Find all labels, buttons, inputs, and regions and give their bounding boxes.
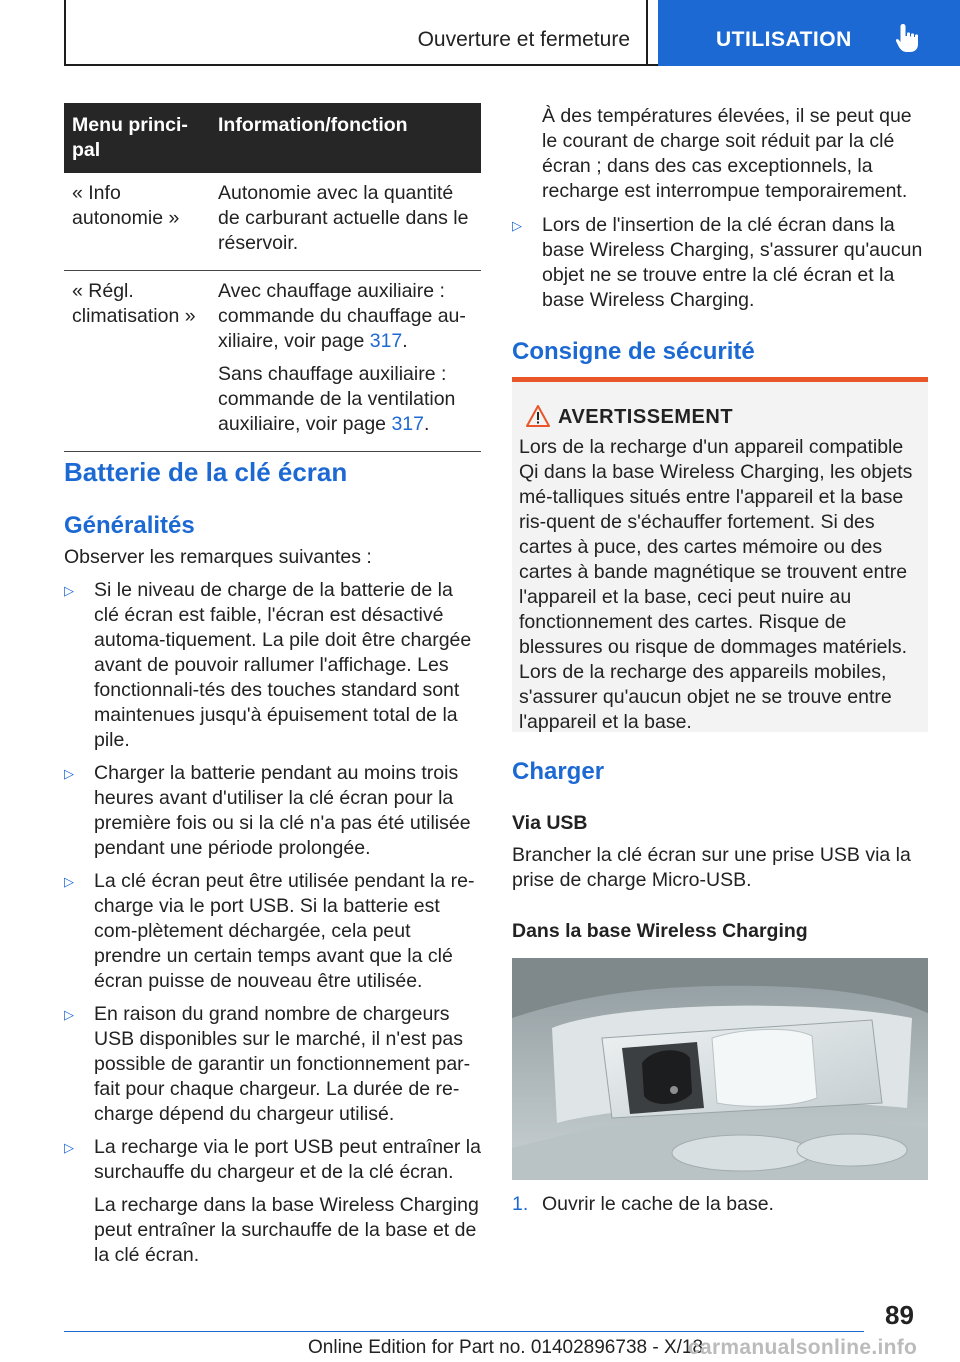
watermark: carmanualsonline.info	[688, 1336, 918, 1359]
header-chapter-title: UTILISATION	[716, 28, 852, 51]
table-header-menu: Menu princi-pal	[64, 103, 210, 173]
menu-table	[64, 103, 481, 452]
hand-pointer-icon	[894, 22, 924, 54]
continued-paragraph: À des températures élevées, il se peut que le courant de charge soit réduit par la clé écran ; dans des cas exceptionnels, la recharge est interrompue temporairement.	[542, 105, 912, 202]
page-number: 89	[885, 1300, 914, 1330]
section-title-safety: Consigne de sécurité	[512, 338, 755, 365]
subsection-title-general: Généralités	[64, 512, 195, 539]
list-item-text: La recharge dans la base Wireless Charging peut entraîner la surchauffe de la base et de la clé écran.	[94, 1194, 479, 1266]
table-row	[64, 271, 481, 452]
header-section-title: Ouverture et fermeture	[417, 28, 630, 51]
table-cell-text: Autonomie avec la quantité de carburant actuelle dans le réservoir.	[218, 182, 469, 254]
right-bullet-list	[512, 213, 932, 321]
triangle-bullet-icon: ▷	[64, 583, 74, 598]
footer-edition: Online Edition for Part no. 01402896738 - X/18	[308, 1337, 704, 1358]
page-link[interactable]: 317	[369, 330, 403, 352]
list-item	[64, 1002, 481, 1127]
warning-triangle-icon	[526, 405, 550, 427]
table-row	[64, 173, 481, 271]
table-cell-text-a: Avec chauffage auxiliaire : commande du chauffage au-xiliaire, voir page	[218, 280, 466, 352]
table-cell-text: Sans chauffage auxiliaire : commande de la ventilation auxiliaire, voir page 317.	[218, 363, 456, 435]
list-item	[64, 578, 481, 753]
usb-heading: Via USB	[512, 812, 588, 834]
section-title-battery: Batterie de la clé écran	[64, 457, 348, 487]
table-cell-menu: « Régl. climatisation »	[64, 271, 210, 452]
battery-bullet-list	[64, 578, 481, 1276]
section-title-charger: Charger	[512, 758, 605, 785]
list-item-text: En raison du grand nombre de chargeurs USB disponibles sur le marché, il n'est pas possible de garantir un fonctionnement par-fait pour chaque chargeur. La durée de re-charge dépend du chargeur utilisé.	[94, 1003, 471, 1125]
table-header-info: Information/fonction	[210, 103, 481, 173]
step-text: Ouvrir le cache de la base.	[542, 1193, 774, 1215]
triangle-bullet-icon: ▷	[512, 218, 522, 233]
list-item-text: Charger la batterie pendant au moins trois heures avant d'utiliser la clé écran pour la première fois ou si la clé n'a pas été utilisée pendant une période prolongée.	[94, 762, 471, 859]
charging-base-photo	[512, 958, 928, 1180]
list-item-text: Si le niveau de charge de la batterie de la clé écran est faible, l'écran est désactivé automa-tiquement. La pile doit être chargée avant de pouvoir rallumer l'affichage. Les fonctionnali-tés des touches standard sont maintenues jusqu'à épuisement total de la pile.	[94, 579, 472, 751]
triangle-bullet-icon: ▷	[64, 1140, 74, 1155]
header-section-box	[64, 0, 648, 64]
page-link[interactable]: 317	[391, 413, 424, 435]
footer-rule	[64, 1331, 864, 1332]
warning-text: Lors de la recharge d'un appareil compatible Qi dans la base Wireless Charging, les objets mé-talliques situés entre l'appareil et la base ris-quent de s'échauffer fortement. Si des cartes à puce, des cartes mémoire ou des cartes à bande magnétique se trouvent entre l'appareil et la base, ceci peut nuire au fonctionnement des cartes. Risque de blessures ou risque de dommages matériels. Lors de la recharge des appareils mobiles, s'assurer qu'aucun objet ne se trouve entre l'appareil et la base.	[519, 436, 913, 733]
triangle-bullet-icon: ▷	[64, 874, 74, 889]
table-cell-menu: « Info autonomie »	[64, 173, 210, 271]
warning-title: AVERTISSEMENT	[558, 406, 734, 428]
intro-text: Observer les remarques suivantes :	[64, 546, 372, 568]
list-item-text: La recharge via le port USB peut entraîner la surchauffe du chargeur et de la clé écran.	[94, 1136, 481, 1183]
list-item-text: La clé écran peut être utilisée pendant la re-charge via le port USB. Si la batterie est com-plètement déchargée, cela peut prendre un certain temps avant que la clé écran puisse de nouveau être utilisée.	[94, 870, 475, 992]
table-cell-info	[210, 173, 481, 271]
list-item	[64, 869, 481, 994]
warning-box	[512, 377, 928, 732]
wireless-heading: Dans la base Wireless Charging	[512, 920, 808, 942]
triangle-bullet-icon: ▷	[64, 1007, 74, 1022]
table-header-row	[64, 103, 481, 173]
list-item-text: Lors de l'insertion de la clé écran dans la base Wireless Charging, s'assurer qu'aucun objet ne se trouve entre la clé écran et la base Wireless Charging.	[542, 214, 923, 311]
step-number: 1.	[512, 1193, 529, 1215]
header-chapter-tab[interactable]	[658, 0, 960, 66]
list-item	[64, 761, 481, 861]
triangle-bullet-icon: ▷	[64, 766, 74, 781]
table-cell-text: Avec chauffage auxiliaire : commande du chauffage au-xiliaire, voir page 317.	[218, 280, 466, 352]
list-item	[64, 1135, 481, 1268]
list-item	[512, 213, 932, 313]
charging-base-illustration	[512, 958, 928, 1180]
left-column	[64, 103, 481, 452]
table-cell-info	[210, 271, 481, 452]
table-cell-text-b: Sans chauffage auxiliaire : commande de la ventilation auxiliaire, voir page	[218, 363, 456, 435]
usb-text: Brancher la clé écran sur une prise USB via la prise de charge Micro-USB.	[512, 844, 911, 891]
